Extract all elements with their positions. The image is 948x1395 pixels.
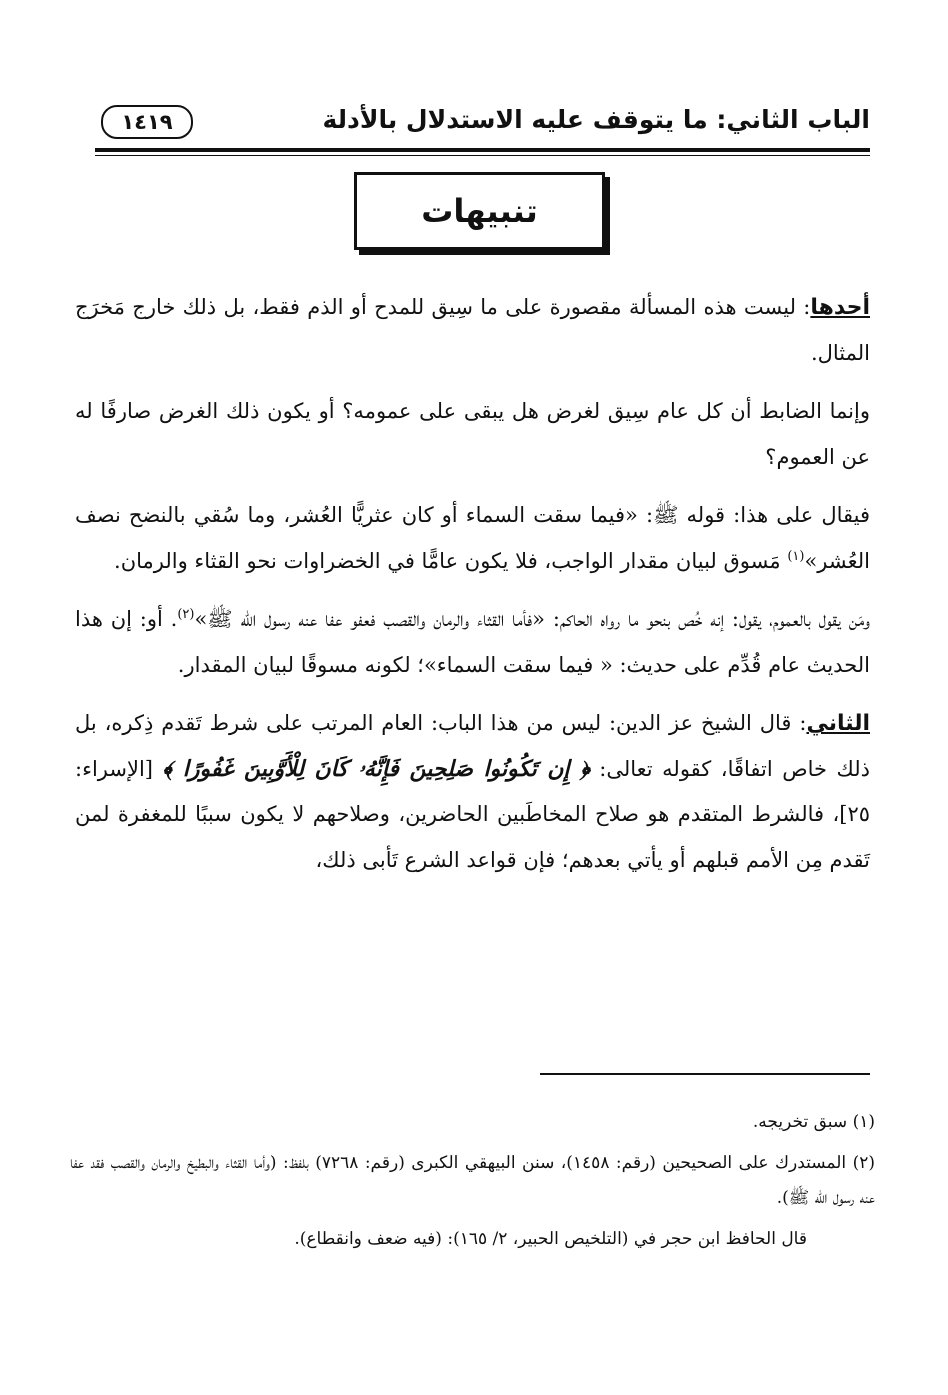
page-number-badge: ١٤١٩	[101, 105, 193, 139]
paragraph-2	[75, 389, 870, 480]
paragraph-1	[75, 285, 870, 376]
footnote-separator	[540, 1073, 870, 1075]
section-title: تنبيهات	[421, 192, 538, 230]
paragraph-lead-first: أحدها	[810, 295, 870, 320]
paragraph-4-text-a: ومَن يقول بالعموم، يقول: إنه خُص بنحو ما رواه الحاكم: «فأما القثاء والرمان والقصب فعفو عفا عنه رسول الله ﷺ»	[194, 607, 870, 631]
footnote-2: (٢) المستدرك على الصحيحين (رقم: ١٤٥٨)، سنن البيهقي الكبرى (رقم: ٧٢٦٨) بلفظ: (وأما القثاء والبطيخ والرمان والقصب فقد عفا عنه رسول الله ﷺ).	[70, 1153, 875, 1208]
header-rule-thick	[95, 148, 870, 152]
footnote-1: (١) سبق تخريجه.	[752, 1112, 875, 1132]
main-text	[75, 285, 870, 896]
paragraph-5	[75, 701, 870, 883]
chapter-title: الباب الثاني: ما يتوقف عليه الاستدلال بالأدلة	[322, 105, 870, 134]
footnote-2-continuation: قال الحافظ ابن حجر في (التلخيص الحبير، ٢/ ١٦٥): (فيه ضعف وانقطاع).	[294, 1229, 807, 1249]
paragraph-2-text: وإنما الضابط أن كل عام سِيق لغرض هل يبقى على عمومه؟ أو يكون ذلك الغرض صارفًا له عن العموم؟	[75, 399, 870, 469]
paragraph-5-text-a: : قال الشيخ عز الدين: ليس من هذا الباب: العام المرتب على شرط تَقدم ذِكره، بل ذلك خاص اتفاقًا، كقوله تعالى:	[75, 711, 870, 781]
paragraph-4	[75, 597, 870, 688]
paragraph-3-text-b: مَسوق لبيان مقدار الواجب، فلا يكون عامًّا في الخضراوات نحو القثاء والرمان.	[114, 548, 788, 573]
footnote-ref-1: (١)	[787, 548, 805, 564]
footnotes	[70, 1105, 875, 1263]
paragraph-1-text: : ليست هذه المسألة مقصورة على ما سِيق للمدح أو الذم فقط، بل ذلك خارج مَخرَج المثال.	[75, 295, 870, 365]
paragraph-lead-second: الثاني	[806, 711, 870, 736]
footnote-ref-2: (٢)	[177, 607, 195, 622]
paragraph-4-text-b: . أو: إن هذا الحديث عام قُدِّم على حديث: « فيما سقت السماء»؛ لكونه مسوقًا لبيان المقدار.	[75, 607, 870, 677]
section-title-box	[354, 172, 605, 250]
quran-verse: ﴿ إِن تَكُونُوا صَلِحِينَ فَإِنَّهُۥ كَانَ لِلْأَوَّبِينَ غَفُورًا ﴾	[162, 755, 590, 782]
header-rule-thin	[95, 155, 870, 156]
paragraph-3	[75, 493, 870, 584]
paragraph-5-text-b: [الإسراء: ٢٥]، فالشرط المتقدم هو صلاح المخاطَبين الحاضرين، وصلاحهم لا يكون سببًا للمغفرة لمن تَقدم مِن الأمم قبلهم أو يأتي بعدهم؛ فإن قواعد الشرع تَأبى ذلك،	[75, 756, 870, 872]
paragraph-3-text-a: فيقال على هذا: قوله ﷺ: «فيما سقت السماء أو كان عثريًّا العُشر، وما سُقي بالنضح نصف العُشر»	[75, 503, 870, 573]
running-header	[95, 103, 870, 143]
